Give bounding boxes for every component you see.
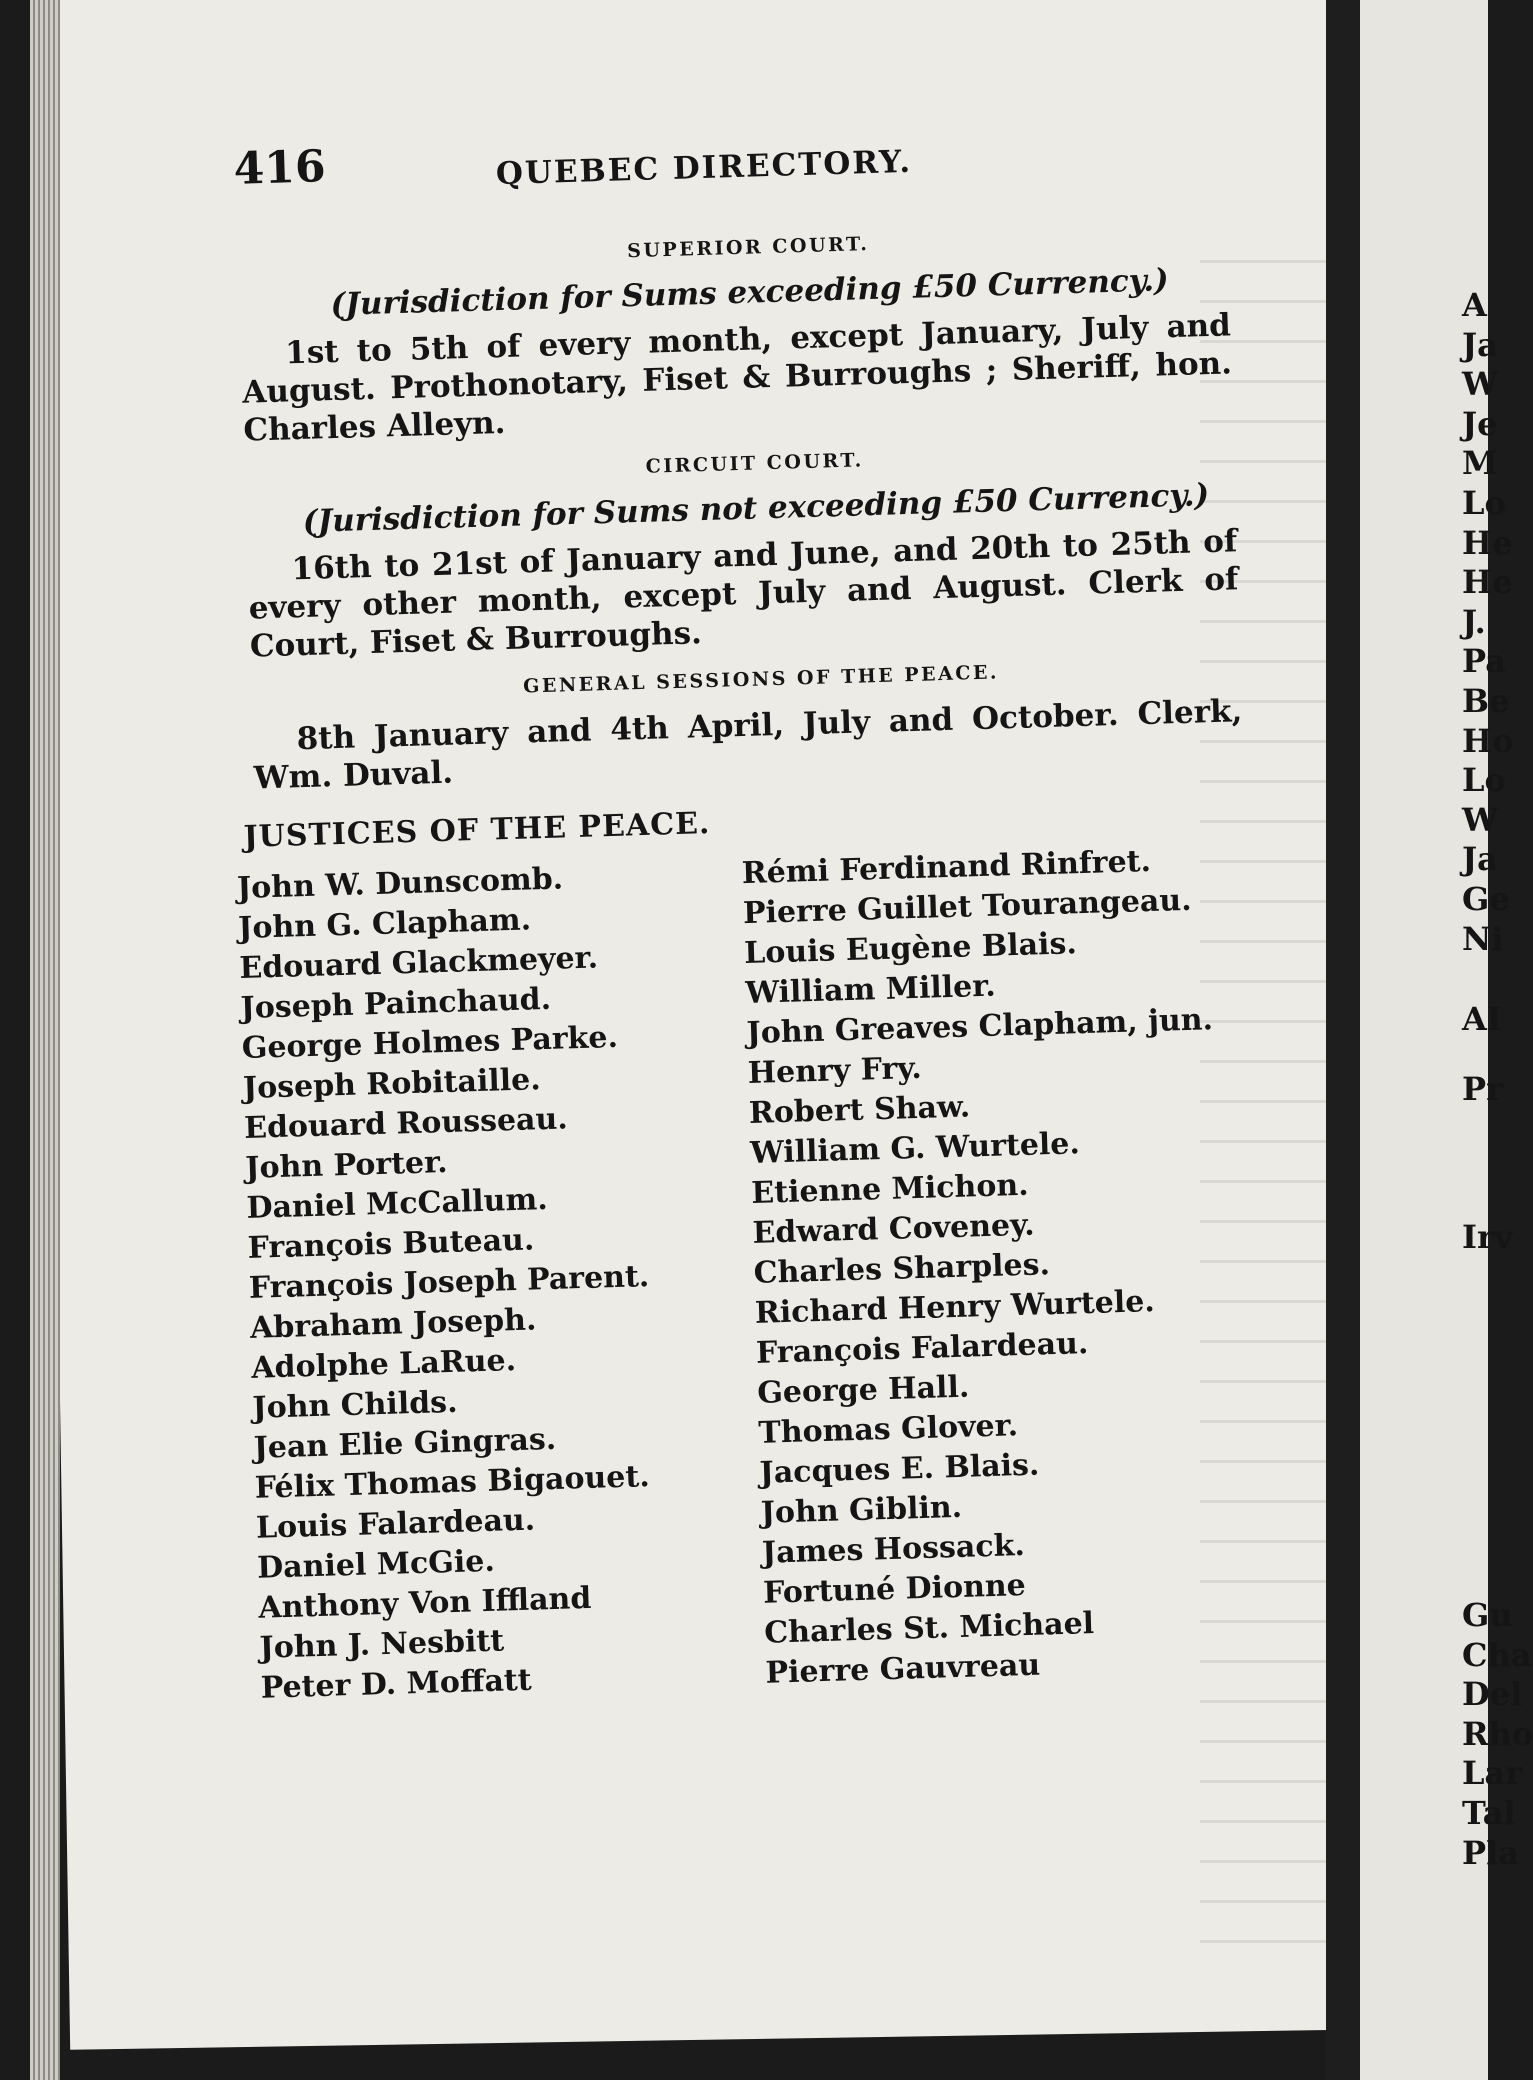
justice-name: Etienne Michon.: [750, 1167, 1030, 1211]
facing-page-fragment: Lo: [1462, 483, 1506, 522]
justice-name: Anthony Von Iffland: [257, 1580, 592, 1626]
justice-name: William Miller.: [744, 968, 997, 1012]
facing-page-fragment: Pla: [1462, 1833, 1519, 1872]
facing-page-fragment: Cha: [1462, 1635, 1532, 1674]
justice-name: Thomas Glover.: [757, 1408, 1019, 1451]
superior-court-text: 1st to 5th of every month, except January, July and August. Prothonotary, Fiset & Burroughs ; Sheriff, hon. Charles Alleyn.: [241, 307, 1233, 449]
facing-page-fragment: Pr: [1462, 1070, 1503, 1108]
justice-name: John Giblin.: [760, 1489, 963, 1531]
running-title: QUEBEC DIRECTORY.: [495, 143, 913, 193]
circuit-court-jurisdiction: (Jurisdiction for Sums not exceeding £50 Currency.): [302, 477, 1210, 540]
justice-name: Louis Falardeau.: [255, 1502, 536, 1546]
page-content: [195, 114, 1302, 1730]
justice-name: Charles Sharples.: [753, 1247, 1051, 1291]
justice-name: Edouard Rousseau.: [243, 1101, 569, 1146]
circuit-court-text: 16th to 21st of January and June, and 20th to 25th of every other month, except July and August. Clerk of Court, Fiset & Burroughs.: [248, 523, 1239, 665]
facing-page-fragment: Ge: [1462, 879, 1510, 918]
general-sessions-heading: GENERAL SESSIONS OF THE PEACE.: [522, 661, 1000, 698]
justice-name: William G. Wurtele.: [749, 1126, 1081, 1171]
page-number: 416: [232, 141, 327, 195]
facing-page-fragment: Del: [1462, 1675, 1523, 1714]
justice-name: Jean Elie Gingras.: [253, 1421, 557, 1466]
facing-page-fragment: Be: [1462, 681, 1510, 720]
justice-name: Henry Fry.: [747, 1050, 923, 1092]
justice-name: Joseph Robitaille.: [242, 1062, 542, 1106]
justice-name: Peter D. Moffatt: [260, 1662, 533, 1706]
justice-name: John Greaves Clapham, jun.: [746, 1002, 1214, 1052]
facing-page-fragment: Pa: [1462, 642, 1506, 681]
facing-page: [1360, 0, 1533, 2080]
facing-page-fragment: W: [1462, 365, 1498, 404]
justices-list: [236, 838, 1301, 1728]
justice-name: John W. Dunscomb.: [236, 861, 564, 907]
facing-page-fragment: M: [1462, 444, 1498, 483]
facing-page-fragments-top: [1360, 286, 1514, 959]
justice-name: Félix Thomas Bigaouet.: [254, 1459, 651, 1506]
justice-name: Fortuné Dionne: [762, 1567, 1027, 1611]
justice-name: Louis Eugène Blais.: [743, 926, 1078, 972]
facing-page-fragment: AI: [1462, 1000, 1502, 1038]
facing-page-fragment: Gu: [1462, 1596, 1513, 1634]
facing-page-fragment: Rho: [1462, 1714, 1533, 1753]
facing-page-fragment: Ja: [1462, 325, 1498, 364]
facing-page-fragment: A: [1462, 286, 1487, 324]
justice-name: Edouard Glackmeyer.: [238, 940, 599, 987]
justice-name: John J. Nesbitt: [259, 1623, 505, 1666]
facing-page-fragment: Lo: [1462, 761, 1506, 800]
justice-name: Pierre Guillet Tourangeau.: [742, 882, 1193, 932]
facing-page-fragment: Ja: [1462, 840, 1498, 879]
justice-name: Jacques E. Blais.: [759, 1447, 1040, 1491]
facing-page-fragment: Ho: [1462, 721, 1514, 760]
justices-left-column: [236, 855, 741, 1709]
facing-page-fragment: J.: [1462, 602, 1486, 641]
justice-name: François Falardeau.: [755, 1326, 1089, 1371]
justice-name: Edward Coveney.: [752, 1207, 1036, 1251]
facing-page-fragment: W: [1462, 800, 1498, 839]
justice-name: Richard Henry Wurtele.: [754, 1284, 1156, 1331]
justice-name: John Childs.: [251, 1384, 459, 1426]
justices-right-column: [741, 840, 1246, 1694]
justice-name: Charles St. Michael: [763, 1605, 1095, 1651]
justice-name: Adolphe LaRue.: [250, 1343, 517, 1386]
justice-name: Joseph Painchaud.: [240, 981, 552, 1027]
page-edges: [30, 0, 60, 2080]
facing-page-fragment: He: [1462, 563, 1513, 602]
superior-court-jurisdiction: (Jurisdiction for Sums exceeding £50 Currency.): [330, 262, 1170, 324]
justice-name: Robert Shaw.: [748, 1089, 971, 1131]
general-sessions-text: 8th January and 4th April, July and October. Clerk, Wm. Duval.: [253, 693, 1243, 797]
justice-name: Abraham Joseph.: [249, 1302, 537, 1346]
justice-name: Rémi Ferdinand Rinfret.: [741, 843, 1152, 892]
justice-name: François Buteau.: [247, 1222, 535, 1266]
superior-court-heading: SUPERIOR COURT.: [626, 233, 870, 263]
justice-name: George Hall.: [756, 1369, 970, 1411]
facing-page-fragment: Irv: [1462, 1218, 1513, 1256]
justice-name: Pierre Gauvreau: [765, 1647, 1041, 1691]
circuit-court-heading: CIRCUIT COURT.: [645, 449, 865, 478]
facing-page-fragment: Lar: [1462, 1754, 1523, 1793]
book-gutter: [1326, 0, 1360, 2080]
justice-name: James Hossack.: [761, 1528, 1026, 1571]
justice-name: Daniel McGie.: [256, 1543, 496, 1586]
facing-page-fragment: Tal: [1462, 1793, 1516, 1832]
facing-page-fragments-bottom: [1360, 1596, 1533, 1873]
justice-name: François Joseph Parent.: [248, 1259, 650, 1306]
facing-page-fragment: Je: [1462, 404, 1498, 443]
facing-page-fragment: He: [1462, 523, 1513, 562]
justice-name: John Porter.: [244, 1144, 449, 1186]
justices-heading: JUSTICES OF THE PEACE.: [243, 806, 711, 855]
justice-name: George Holmes Parke.: [241, 1019, 619, 1067]
justice-name: Daniel McCallum.: [246, 1182, 549, 1226]
facing-page-fragment: Ni: [1462, 919, 1504, 958]
justice-name: John G. Clapham.: [237, 902, 532, 947]
